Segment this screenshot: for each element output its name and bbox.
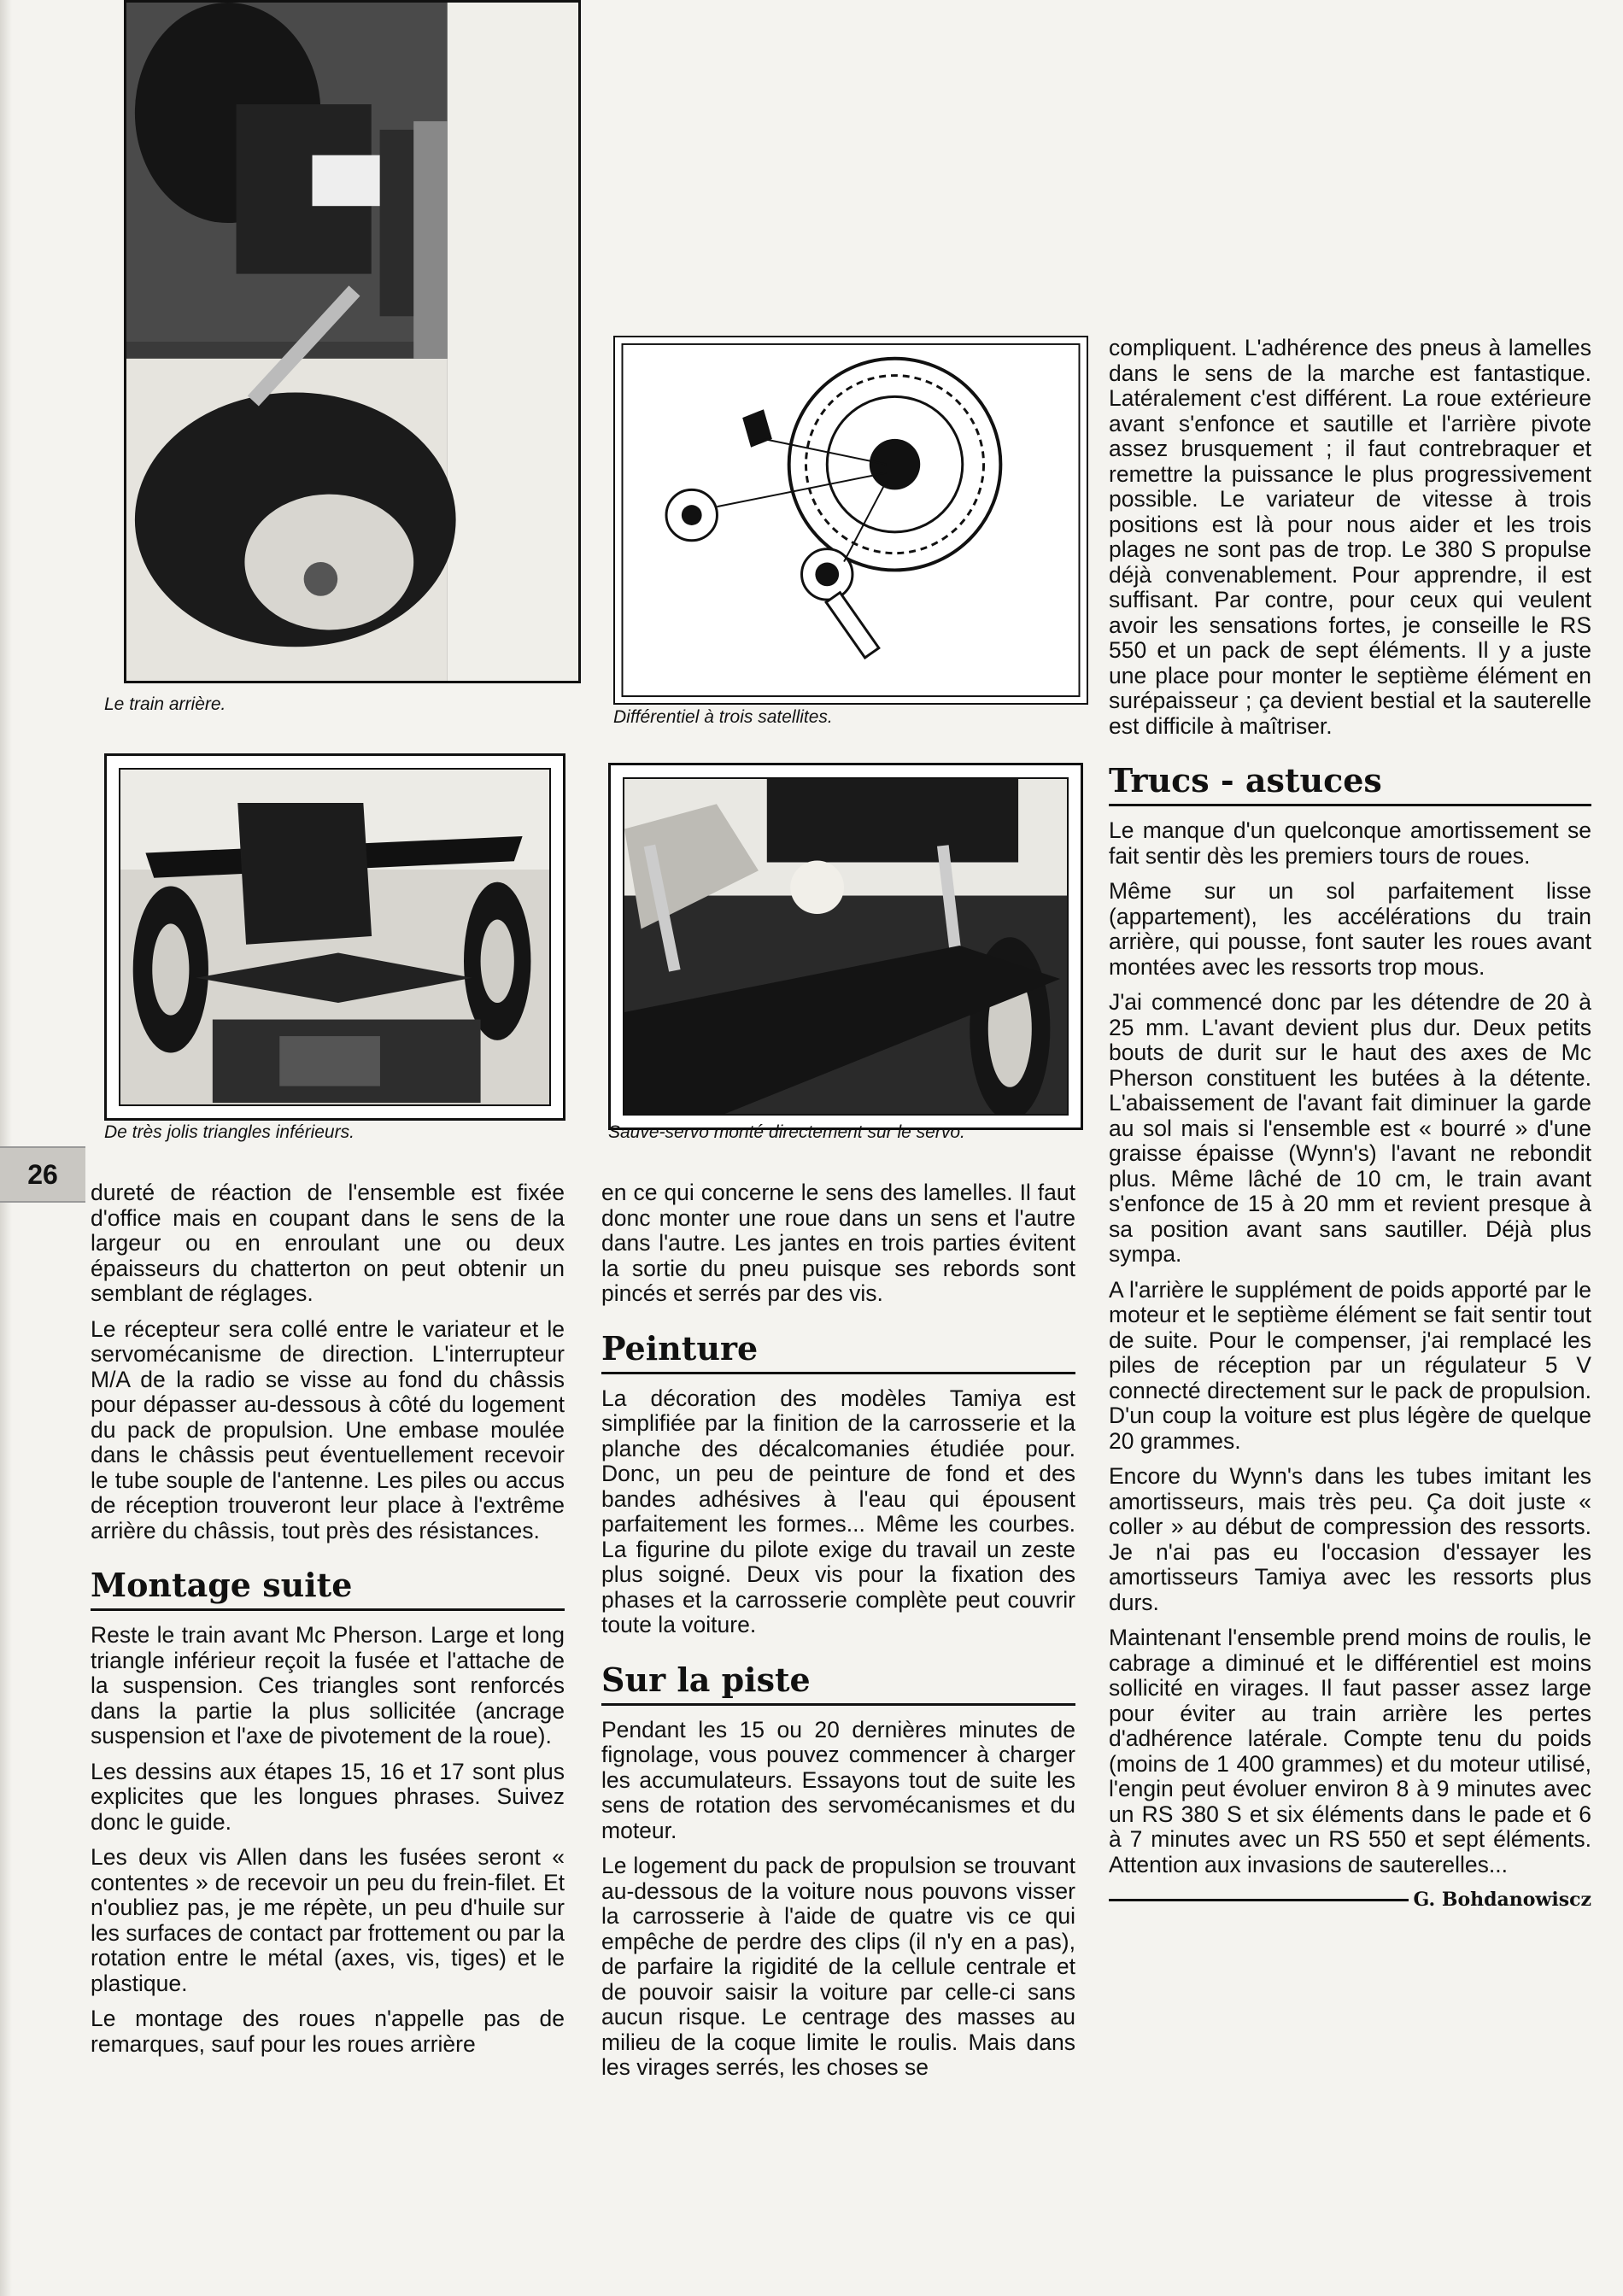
col2-paragraph-4: Le logement du pack de propulsion se trouvant au-dessous de la voiture nous pouvons visser la carrosserie à l'aide de quatre vis ce qui empêche de perdre des clips (il n'y en a pas), de parfaire la rigidité de la cellule centrale et de pouvoir saisir la voiture par celle-ci sans aucun risque. Le centrage des masses au milieu de la coque limite le roulis. Mais dans les virages serrés, les choses se (601, 1853, 1075, 2080)
servo-image (623, 777, 1069, 1116)
col3-paragraph-3: Même sur un sol parfaitement lisse (appartement), les accélérations du train arrière, qui pousse, font sauter les roues avant montées avec les ressorts trop mous. (1109, 878, 1591, 980)
author-signature (1109, 1888, 1591, 1913)
col3-paragraph-4: J'ai commencé donc par les détendre de 20 à 25 mm. L'avant devient plus dur. Deux petits bouts de durit sur le haut des axes de Mc Pherson constituent les butées à la détente. L'abaissement de l'avant fait diminuer la garde au sol mais si l'ensemble est « bourré » d'une graisse épaisse (Wynn's) l'avant ne rebondit plus. Même lâché de 10 cm, le train avant s'enfonce de 15 à 20 mm et revient presque à sa position avant sans sautiller. Déjà plus sympa. (1109, 989, 1591, 1267)
col1-paragraph-4: Les dessins aux étapes 15, 16 et 17 sont plus explicites que les longues phrases. Suivez donc le guide. (91, 1758, 565, 1835)
col2-paragraph-3: Pendant les 15 ou 20 dernières minutes de fignolage, vous pouvez commencer à charger les accumulateurs. Essayons tout de suite les sens de rotation des servomécanismes et du moteur. (601, 1716, 1075, 1843)
caption-differential: Différentiel à trois satellites. (613, 707, 833, 727)
column-2 (601, 1180, 1075, 2091)
col3-paragraph-5: A l'arrière le supplément de poids apporté par le moteur et le septième élément se fait sentir tout de suite. Pour le compenser, j'ai remplacé les piles de réception par un régulateur 5 V connecté directement sur le pack de propulsion. D'un coup la voiture est plus légère de quelque 20 grammes. (1109, 1276, 1591, 1454)
col3-paragraph-7: Maintenant l'ensemble prend moins de roulis, le cabrage a diminué et le différentiel est moins sollicité en virages. Il faut passer assez large pour éviter au train arrière les pertes d'adhérence latérale. Compte tenu du poids (moins de 1 400 grammes) et du moteur utilisé, l'engin peut évoluer environ 8 à 9 minutes avec un RS 380 S et six éléments dans le pade et 6 à 7 minutes avec un RS 550 et sept éléments. Attention aux invasions de sauterelles... (1109, 1625, 1591, 1877)
col3-paragraph-6: Encore du Wynn's dans les tubes imitant les amortisseurs, mais très peu. Ça doit juste « coller » au début de compression des ressorts. Je n'ai pas eu l'occasion d'essayer les amortisseurs Tamiya avec les ressorts plus durs. (1109, 1463, 1591, 1615)
col1-paragraph-1: dureté de réaction de l'ensemble est fixée d'office mais en coupant dans le sens de la largeur ou en enroulant une ou deux épaisseurs du chatterton on peut obtenir un semblant de réglages. (91, 1180, 565, 1306)
col1-paragraph-6: Le montage des roues n'appelle pas de remarques, sauf pour les roues arrière (91, 2006, 565, 2057)
col2-paragraph-1: en ce qui concerne le sens des lamelles. Il faut donc monter une roue dans un sens et l'autre dans l'autre. Les jantes en trois parties évitent la sortie du pneu puisque ses rebords sont pincés et serrés par des vis. (601, 1180, 1075, 1306)
column-3 (1109, 336, 1591, 1913)
caption-rear-train: Le train arrière. (104, 694, 226, 714)
photo-servo (608, 763, 1083, 1130)
signature-rule (1109, 1899, 1409, 1901)
page-number: 26 (0, 1146, 85, 1203)
col1-paragraph-5: Les deux vis Allen dans les fusées seront « contentes » de recevoir un peu du frein-filet. Et n'oubliez pas, je me répète, un peu d'huile sur les surfaces de contact par frottement ou par la rotation entre le métal (axes, vis, tiges) et le plastique. (91, 1844, 565, 1996)
triangles-image (119, 768, 551, 1106)
differential-drawing (615, 337, 1087, 703)
caption-triangles: De très jolis triangles inférieurs. (104, 1122, 354, 1142)
col2-paragraph-2: La décoration des modèles Tamiya est simplifiée par la finition de la carrosserie et la planche des décalcomanies étudiée pour. Donc, un peu de peinture de fond et des bandes adhésives à l'eau qui épousent parfaitement les formes... Même les courbes. La figurine du pilote exige du travail un zeste plus soigné. Deux vis pour la fixation des phases et la carrosserie complète peut couvrir toute la voiture. (601, 1385, 1075, 1637)
col3-paragraph-2: Le manque d'un quelconque amortissement se fait sentir dès les premiers tours de roues. (1109, 817, 1591, 869)
heading-sur-la-piste: Sur la piste (601, 1660, 1075, 1706)
caption-servo: Sauve-servo monté directement sur le servo. (608, 1122, 965, 1142)
column-1 (91, 1180, 565, 2067)
author-name: G. Bohdanowiscz (1413, 1889, 1591, 1911)
heading-montage-suite: Montage suite (91, 1566, 565, 1611)
photo-triangles (104, 753, 565, 1121)
rear-train-image (126, 3, 578, 681)
heading-trucs-astuces: Trucs - astuces (1109, 761, 1591, 806)
col3-paragraph-1: compliquent. L'adhérence des pneus à lamelles dans le sens de la marche est fantastique. Latéralement c'est différent. La roue extérieure avant s'enfonce et sautille et l'arrière pivote assez brusquement ; il faut contrebraquer et remettre la puissance le plus progressivement possible. Le variateur de vitesse à trois positions est là pour nous aider et les trois plages ne sont pas de trop. Le 380 S propulse déjà convenablement. Pour apprendre, il est suffisant. Par contre, pour ceux qui veulent avoir les sensations fortes, je conseille le RS 550 et un pack de sept éléments. Il y a juste une place pour monter le septième élément en surépaisseur ; ça devient bestial et la sauterelle est difficile à maîtriser. (1109, 335, 1591, 739)
col1-paragraph-2: Le récepteur sera collé entre le variateur et le servomécanisme de direction. L'interrupteur M/A de la radio se visse au fond du châssis pour dépasser au-dessous à côté du logement du pack de propulsion. Une embase moulée dans le châssis peut éventuellement recevoir le tube souple de l'antenne. Les piles ou accus de réception trouveront leur place à l'extrême arrière du châssis, tout près des résistances. (91, 1315, 565, 1543)
diagram-differential (613, 336, 1088, 705)
photo-rear-train (124, 0, 581, 683)
heading-peinture: Peinture (601, 1329, 1075, 1374)
col1-paragraph-3: Reste le train avant Mc Pherson. Large et long triangle inférieur reçoit la fusée et l'attache de la suspension. Ces triangles sont renforcés dans la partie la plus sollicitée (ancrage suspension et l'axe de pivotement de la roue). (91, 1622, 565, 1748)
